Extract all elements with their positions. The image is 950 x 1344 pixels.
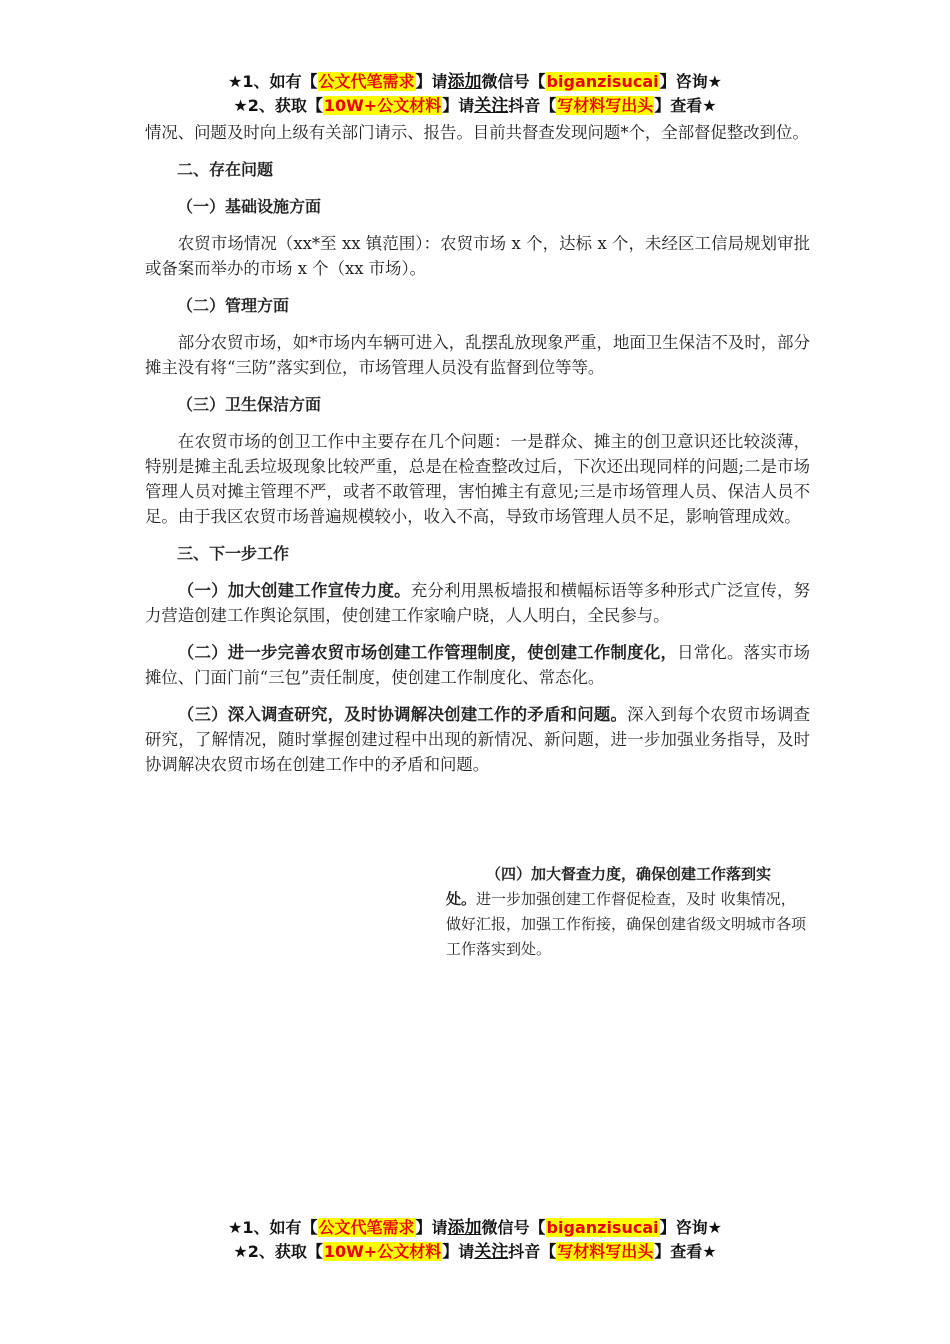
section-heading-next-steps: 三、下一步工作 (177, 544, 290, 563)
highlight-douyin: 写材料写出头 (557, 96, 654, 115)
banner-line-2: ★2、获取【10W+公文材料】请关注抖音【写材料写出头】查看★ (233, 96, 717, 116)
paragraph-infrastructure: 农贸市场情况（xx*至 xx 镇范围）：农贸市场 x 个，达标 x 个，未经区工信局规划审批或备案而举办的市场 x 个（xx 市场）。 (145, 234, 810, 278)
paragraph-management: 部分农贸市场，如*市场内车辆可进入，乱摆乱放现象严重，地面卫生保洁不及时，部分摊主没有将“三防”落实到位，市场管理人员没有监督到位等等。 (145, 333, 810, 377)
paragraph-sanitation: 在农贸市场的创卫工作中主要存在几个问题：一是群众、摊主的创卫意识还比较淡薄，特别是摊主乱丢垃圾现象比较严重，总是在检查整改过后，下次还出现同样的问题;二是市场管理人员对摊主管理不严，或者不敢管理，害怕摊主有意见;三是市场管理人员、保洁人员不足。由于我区农贸市场普遍规模较小，收入不高，导致市场管理人员不足，影响管理成效。 (145, 432, 810, 526)
banner-line-1: ★1、如有【公文代笔需求】请添加微信号【biganzisucai】咨询★ (228, 1218, 722, 1238)
header-banner (0, 70, 950, 118)
subheading-sanitation: （三）卫生保洁方面 (177, 395, 322, 414)
paragraph-intro: 情况、问题及时向上级有关部门请示、报告。目前共督查发现问题*个，全部督促整改到位。 (145, 123, 809, 142)
paragraph-work-1: （一）加大创建工作宣传力度。充分利用黑板墙报和横幅标语等多种形式广泛宣传，努力营造创建工作舆论氛围，使创建工作家喻户晓，人人明白，全民参与。 (145, 581, 811, 625)
section-heading-problems: 二、存在问题 (177, 160, 274, 179)
document-body (145, 120, 810, 777)
highlight-service: 公文代笔需求 (318, 1218, 415, 1237)
highlight-materials: 10W+公文材料 (323, 1242, 442, 1261)
highlight-wechat-id: biganzisucai (546, 72, 659, 91)
highlight-wechat-id: biganzisucai (546, 1218, 659, 1237)
highlight-service: 公文代笔需求 (318, 72, 415, 91)
banner-line-1: ★1、如有【公文代笔需求】请添加微信号【biganzisucai】咨询★ (228, 72, 722, 92)
paragraph-work-2: （二）进一步完善农贸市场创建工作管理制度，使创建工作制度化，日常化。落实市场摊位、门面门前“三包”责任制度，使创建工作制度化、常态化。 (145, 643, 811, 687)
work-4-title: （四）加大督查力度，确保创建工作落到实 (486, 865, 772, 883)
footer-banner (0, 1216, 950, 1264)
paragraph-work-4: （四）加大督查力度，确保创建工作落到实 处。进一步加强创建工作督促检查，及时 收集情况，做好汇报，加强工作衔接，确保创建省级文明城市各项工作落实到处。 (446, 862, 808, 962)
highlight-materials: 10W+公文材料 (323, 96, 442, 115)
highlight-douyin: 写材料写出头 (557, 1242, 654, 1261)
subheading-infrastructure: （一）基础设施方面 (177, 197, 322, 216)
paragraph-work-3: （三）深入调查研究，及时协调解决创建工作的矛盾和问题。深入到每个农贸市场调查研究，了解情况，随时掌握创建过程中出现的新情况、新问题，进一步加强业务指导，及时协调解决农贸市场在创建工作中的矛盾和问题。 (145, 705, 810, 774)
banner-line-2: ★2、获取【10W+公文材料】请关注抖音【写材料写出头】查看★ (233, 1242, 717, 1262)
subheading-management: （二）管理方面 (177, 296, 290, 315)
